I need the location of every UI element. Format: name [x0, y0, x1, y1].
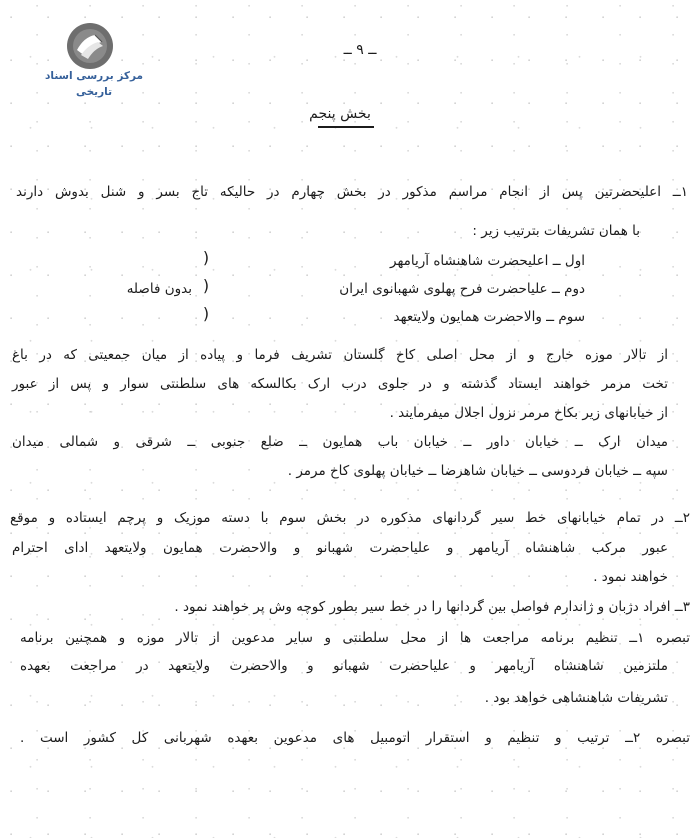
procession-note: بدون فاصله [126, 281, 192, 297]
procession-order-item: اول ــ اعلیحضرت شاهنشاه آریامهر [390, 253, 585, 269]
note2-line: تبصره ۲ــ ترتیب و تنظیم و استقرار اتومبیل های مدعوین بعهده شهربانی کل کشور است . [20, 730, 690, 746]
section2-line: عبور مرکب شاهنشاه آریامهر و علیاحضرت شهبانو و والاحضرت همایون ولایتعهد ادای احترام [12, 540, 668, 556]
note1-line: ملتزمین شاهنشاه آریامهر و علیاحضرت شهبانو و والاحضرت ولایتعهد در مراجعت بعهده [20, 658, 668, 674]
route-line: تخت مرمر خواهند ایستاد گذشته و در جلوی درب ارک بکالسکه های سلطنتی سوار و پس از عبور [12, 376, 668, 392]
logo-caption: مرکز بررسی اسناد تاریخی [45, 70, 143, 98]
section-heading: بخش پنجم [309, 106, 371, 122]
note1-line: تبصره ۱ــ تنظیم برنامه مراجعت ها از محل سلطنتی و سایر مدعوین از تالار موزه و همچنین برنامه [20, 630, 690, 646]
page-number: ــ ۹ ــ [343, 42, 377, 58]
route-line: از خیابانهای زیر بکاخ مرمر نزول اجلال میفرمایند . [389, 405, 668, 421]
note1-line: تشریفات شاهنشاهی خواهد بود . [484, 690, 668, 706]
procession-order-item: دوم ــ علیاحضرت فرح پهلوی شهبانوی ایران [339, 281, 585, 297]
section3-line: ۳ــ افراد دژبان و ژاندارم فواصل بین گردانها را در خط سیر بطور کوچه وش پر خواهند نمود . [174, 599, 690, 615]
procession-bracket: ) [202, 248, 210, 267]
section2-line: ۲ــ در تمام خیابانهای خط سیر گردانهای مذکوره در بخش سوم با دسته موزیک و پرچم ایستاده و موقع [10, 510, 690, 526]
route-line: میدان ارک ــ خیابان داور ــ خیابان باب همایون ــ ضلع جنوبی ــ شرقی و شمالی میدان [12, 434, 668, 450]
procession-bracket: ) [202, 304, 210, 323]
section2-line: خواهند نمود . [593, 569, 668, 585]
heading-underline [318, 126, 374, 128]
procession-order-item: سوم ــ والاحضرت همایون ولایتعهد [393, 309, 585, 325]
section1-line: ۱ــ اعلیحضرتین پس از انجام مراسم مذکور در بخش چهارم در حالیکه تاج بسر و شنل بدوش دارند [16, 184, 688, 200]
route-line: سپه ــ خیابان فردوسی ــ خیابان شاهرضا ــ خیابان پهلوی کاخ مرمر . [287, 463, 668, 479]
route-line: از تالار موزه خارج و از محل اصلی کاخ گلستان تشریف فرما و پیاده از میان جمعیتی که در باغ [12, 347, 668, 363]
archive-book-icon [64, 20, 116, 72]
section1-line: با همان تشریفات بترتیب زیر : [472, 223, 640, 239]
procession-bracket: ) [202, 276, 210, 295]
